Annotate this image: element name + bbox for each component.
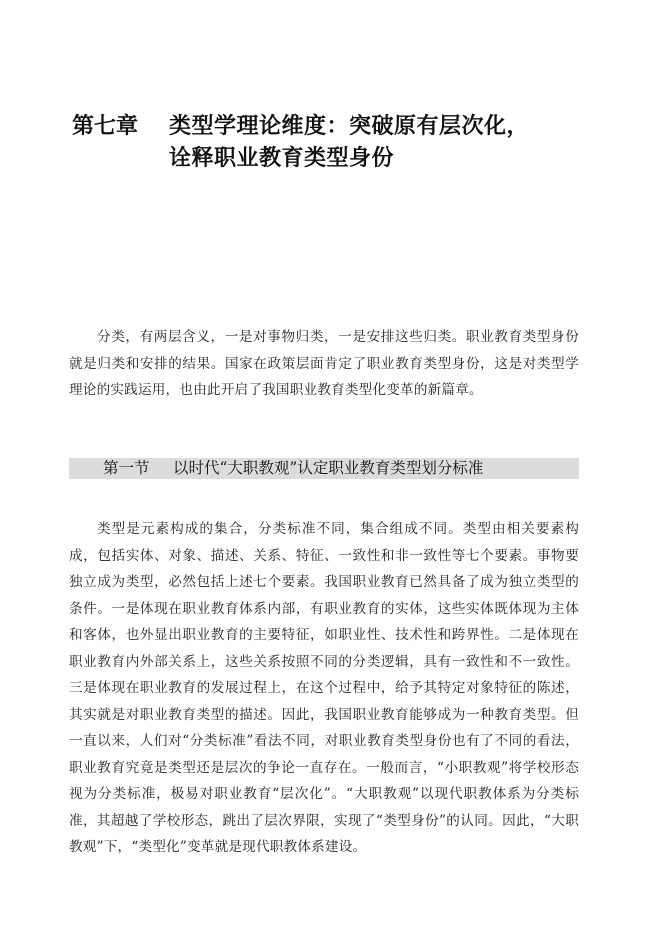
section-title: 以时代“大职教观”认定职业教育类型划分标准 <box>173 459 484 477</box>
chapter-heading-row <box>72 111 592 143</box>
chapter-title-line-2: 诠释职业教育类型身份 <box>169 146 395 171</box>
chapter-label: 第七章 <box>72 114 139 139</box>
intro-paragraph: 分类，有两层含义，一是对事物归类，一是安排这些归类。职业教育类型身份就是归类和安排的结果。国家在政策层面肯定了职业教育类型身份，这是对类型学理论的实践运用，也由此开启了我国职业教育类型化变革的新篇章。 <box>69 329 579 398</box>
section-heading <box>103 458 483 479</box>
chapter-heading <box>72 111 592 175</box>
chapter-title-line-1: 类型学理论维度：突破原有层次化， <box>169 114 530 139</box>
section-label: 第一节 <box>103 459 150 477</box>
section-paragraph: 类型是元素构成的集合，分类标准不同，集合组成不同。类型由相关要素构成，包括实体、对象、描述、关系、特征、一致性和非一致性等七个要素。事物要独立成为类型，必然包括上述七个要素。我国职业教育已然具备了成为独立类型的条件。一是体现在职业教育体系内部，有职业教育的实体，这些实体既体现为主体和客体，也外显出职业教育的主要特征，如职业性、技术性和跨界性。二是体现在职业教育内外部关系上，这些关系按照不同的分类逻辑，具有一致性和不一致性。三是体现在职业教育的发展过程上，在这个过程中，给予其特定对象特征的陈述，其实就是对职业教育类型的描述。因此，我国职业教育能够成为一种教育类型。但一直以来，人们对“分类标准”看法不同，对职业教育类型身份也有了不同的看法，职业教育究竟是类型还是层次的争论一直存在。一般而言，“小职教观”将学校形态视为分类标准，极易对职业教育“层次化”。“大职教观”以现代职教体系为分类标准，其超越了学校形态，跳出了层次界限，实现了“类型身份”的认同。因此，“大职教观”下，“类型化”变革就是现代职教体系建设。 <box>69 521 579 855</box>
